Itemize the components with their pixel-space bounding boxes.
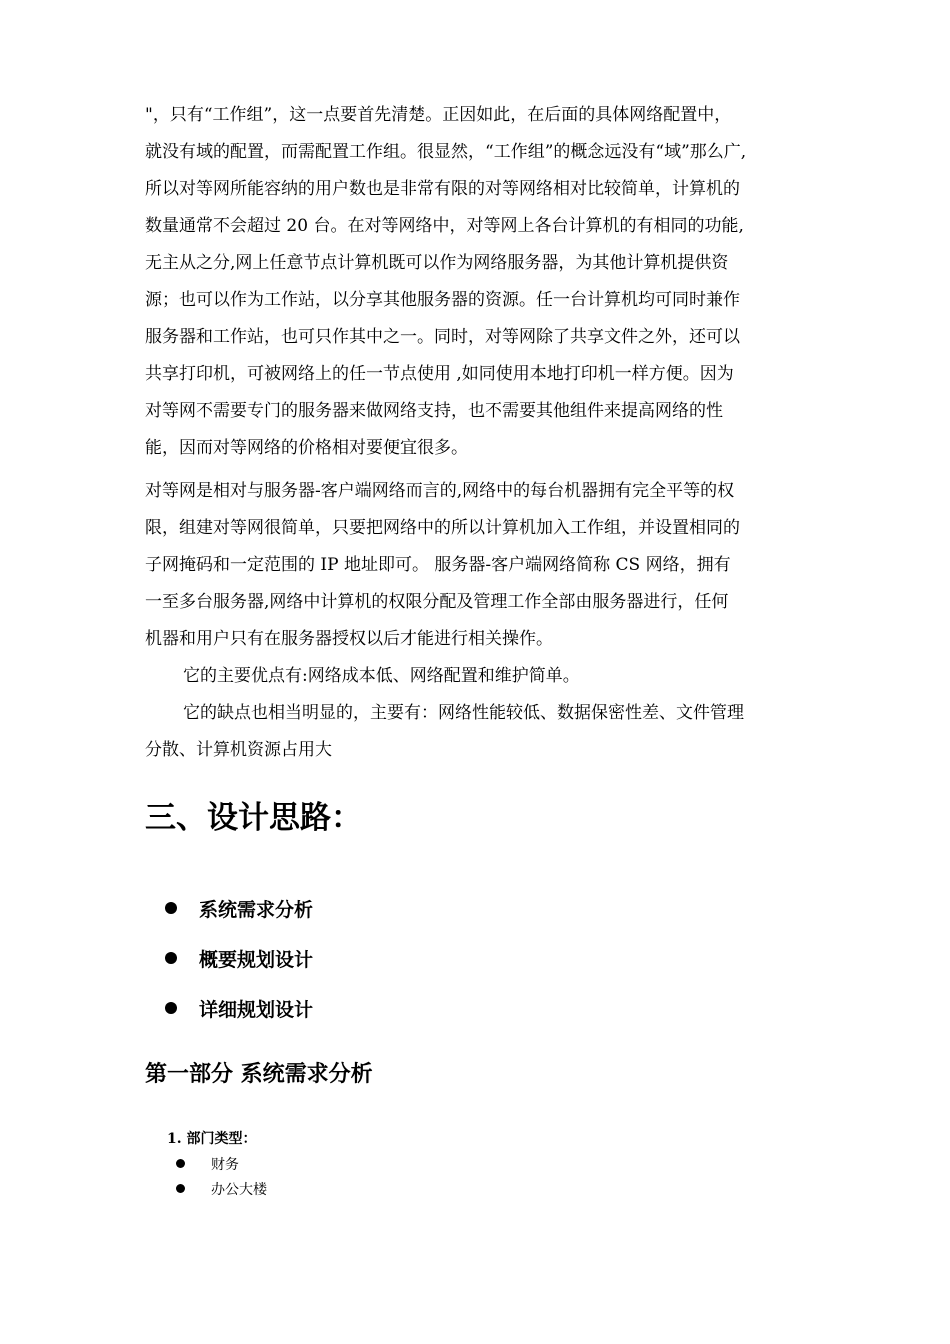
list-item-label: 办公大楼	[211, 1181, 267, 1198]
disadvantages-line: 它的缺点也相当明显的，主要有：网络性能较低、数据保密性差、文件管理	[183, 703, 744, 723]
text-line: 服务器和工作站，也可只作其中之一。同时，对等网除了共享文件之外，还可以	[145, 327, 740, 347]
text-line: 限，组建对等网很简单，只要把网络中的所以计算机加入工作组，并设置相同的	[145, 518, 740, 538]
part-heading: 第一部分 系统需求分析	[145, 1062, 373, 1087]
bullet-icon	[165, 902, 177, 914]
list-item	[165, 983, 313, 1033]
paragraph-client-server	[145, 473, 820, 769]
text-line: 无主从之分,网上任意节点计算机既可以作为网络服务器，为其他计算机提供资	[145, 253, 729, 273]
text-line: 所以对等网所能容纳的用户数也是非常有限的对等网络相对比较简单，计算机的	[145, 179, 740, 199]
list-item-label: 财务	[211, 1156, 239, 1173]
text-line: 机器和用户只有在服务器授权以后才能进行相关操作。	[145, 629, 553, 649]
list-item-label: 系统需求分析	[199, 898, 314, 921]
text-line: 对等网是相对与服务器-客户端网络而言的,网络中的每台机器拥有完全平等的权	[145, 481, 735, 501]
text-line: 共享打印机，可被网络上的任一节点使用 ,如同使用本地打印机一样方便。因为	[145, 364, 734, 384]
text-line: 一至多台服务器,网络中计算机的权限分配及管理工作全部由服务器进行，任何	[145, 592, 729, 612]
text-line: 子网掩码和一定范围的 IP 地址即可。 服务器-客户端网络简称 CS 网络，拥有	[145, 555, 731, 575]
list-item	[165, 883, 313, 933]
text-line: "，只有“工作组”，这一点要首先清楚。正因如此，在后面的具体网络配置中，	[145, 105, 732, 125]
text-line: 能，因而对等网络的价格相对要便宜很多。	[145, 438, 468, 458]
bullet-icon	[165, 952, 177, 964]
list-item-label: 概要规划设计	[199, 948, 314, 971]
text-line: 数量通常不会超过 20 台。在对等网络中，对等网上各台计算机的有相同的功能,	[145, 216, 744, 236]
dept-heading: 1. 部门类型：	[167, 1131, 257, 1147]
list-item-label: 详细规划设计	[199, 998, 314, 1021]
bullet-icon	[165, 1002, 177, 1014]
advantages-line: 它的主要优点有:网络成本低、网络配置和维护简单。	[183, 666, 580, 686]
text-line: 分散、计算机资源占用大	[145, 740, 332, 760]
list-item	[176, 1151, 267, 1176]
dept-list	[176, 1151, 267, 1201]
design-list	[165, 883, 313, 1033]
text-line: 源；也可以作为工作站，以分享其他服务器的资源。任一台计算机均可同时兼作	[145, 290, 740, 310]
paragraph-peer-network	[145, 97, 820, 467]
text-line: 就没有域的配置，而需配置工作组。很显然，“工作组”的概念远没有“域”那么广,	[145, 142, 747, 162]
bullet-icon	[176, 1184, 185, 1193]
list-item	[176, 1176, 267, 1201]
list-item	[165, 933, 313, 983]
bullet-icon	[176, 1159, 185, 1168]
text-line: 对等网不需要专门的服务器来做网络支持，也不需要其他组件来提高网络的性	[145, 401, 723, 421]
section-heading: 三、设计思路：	[145, 800, 362, 836]
